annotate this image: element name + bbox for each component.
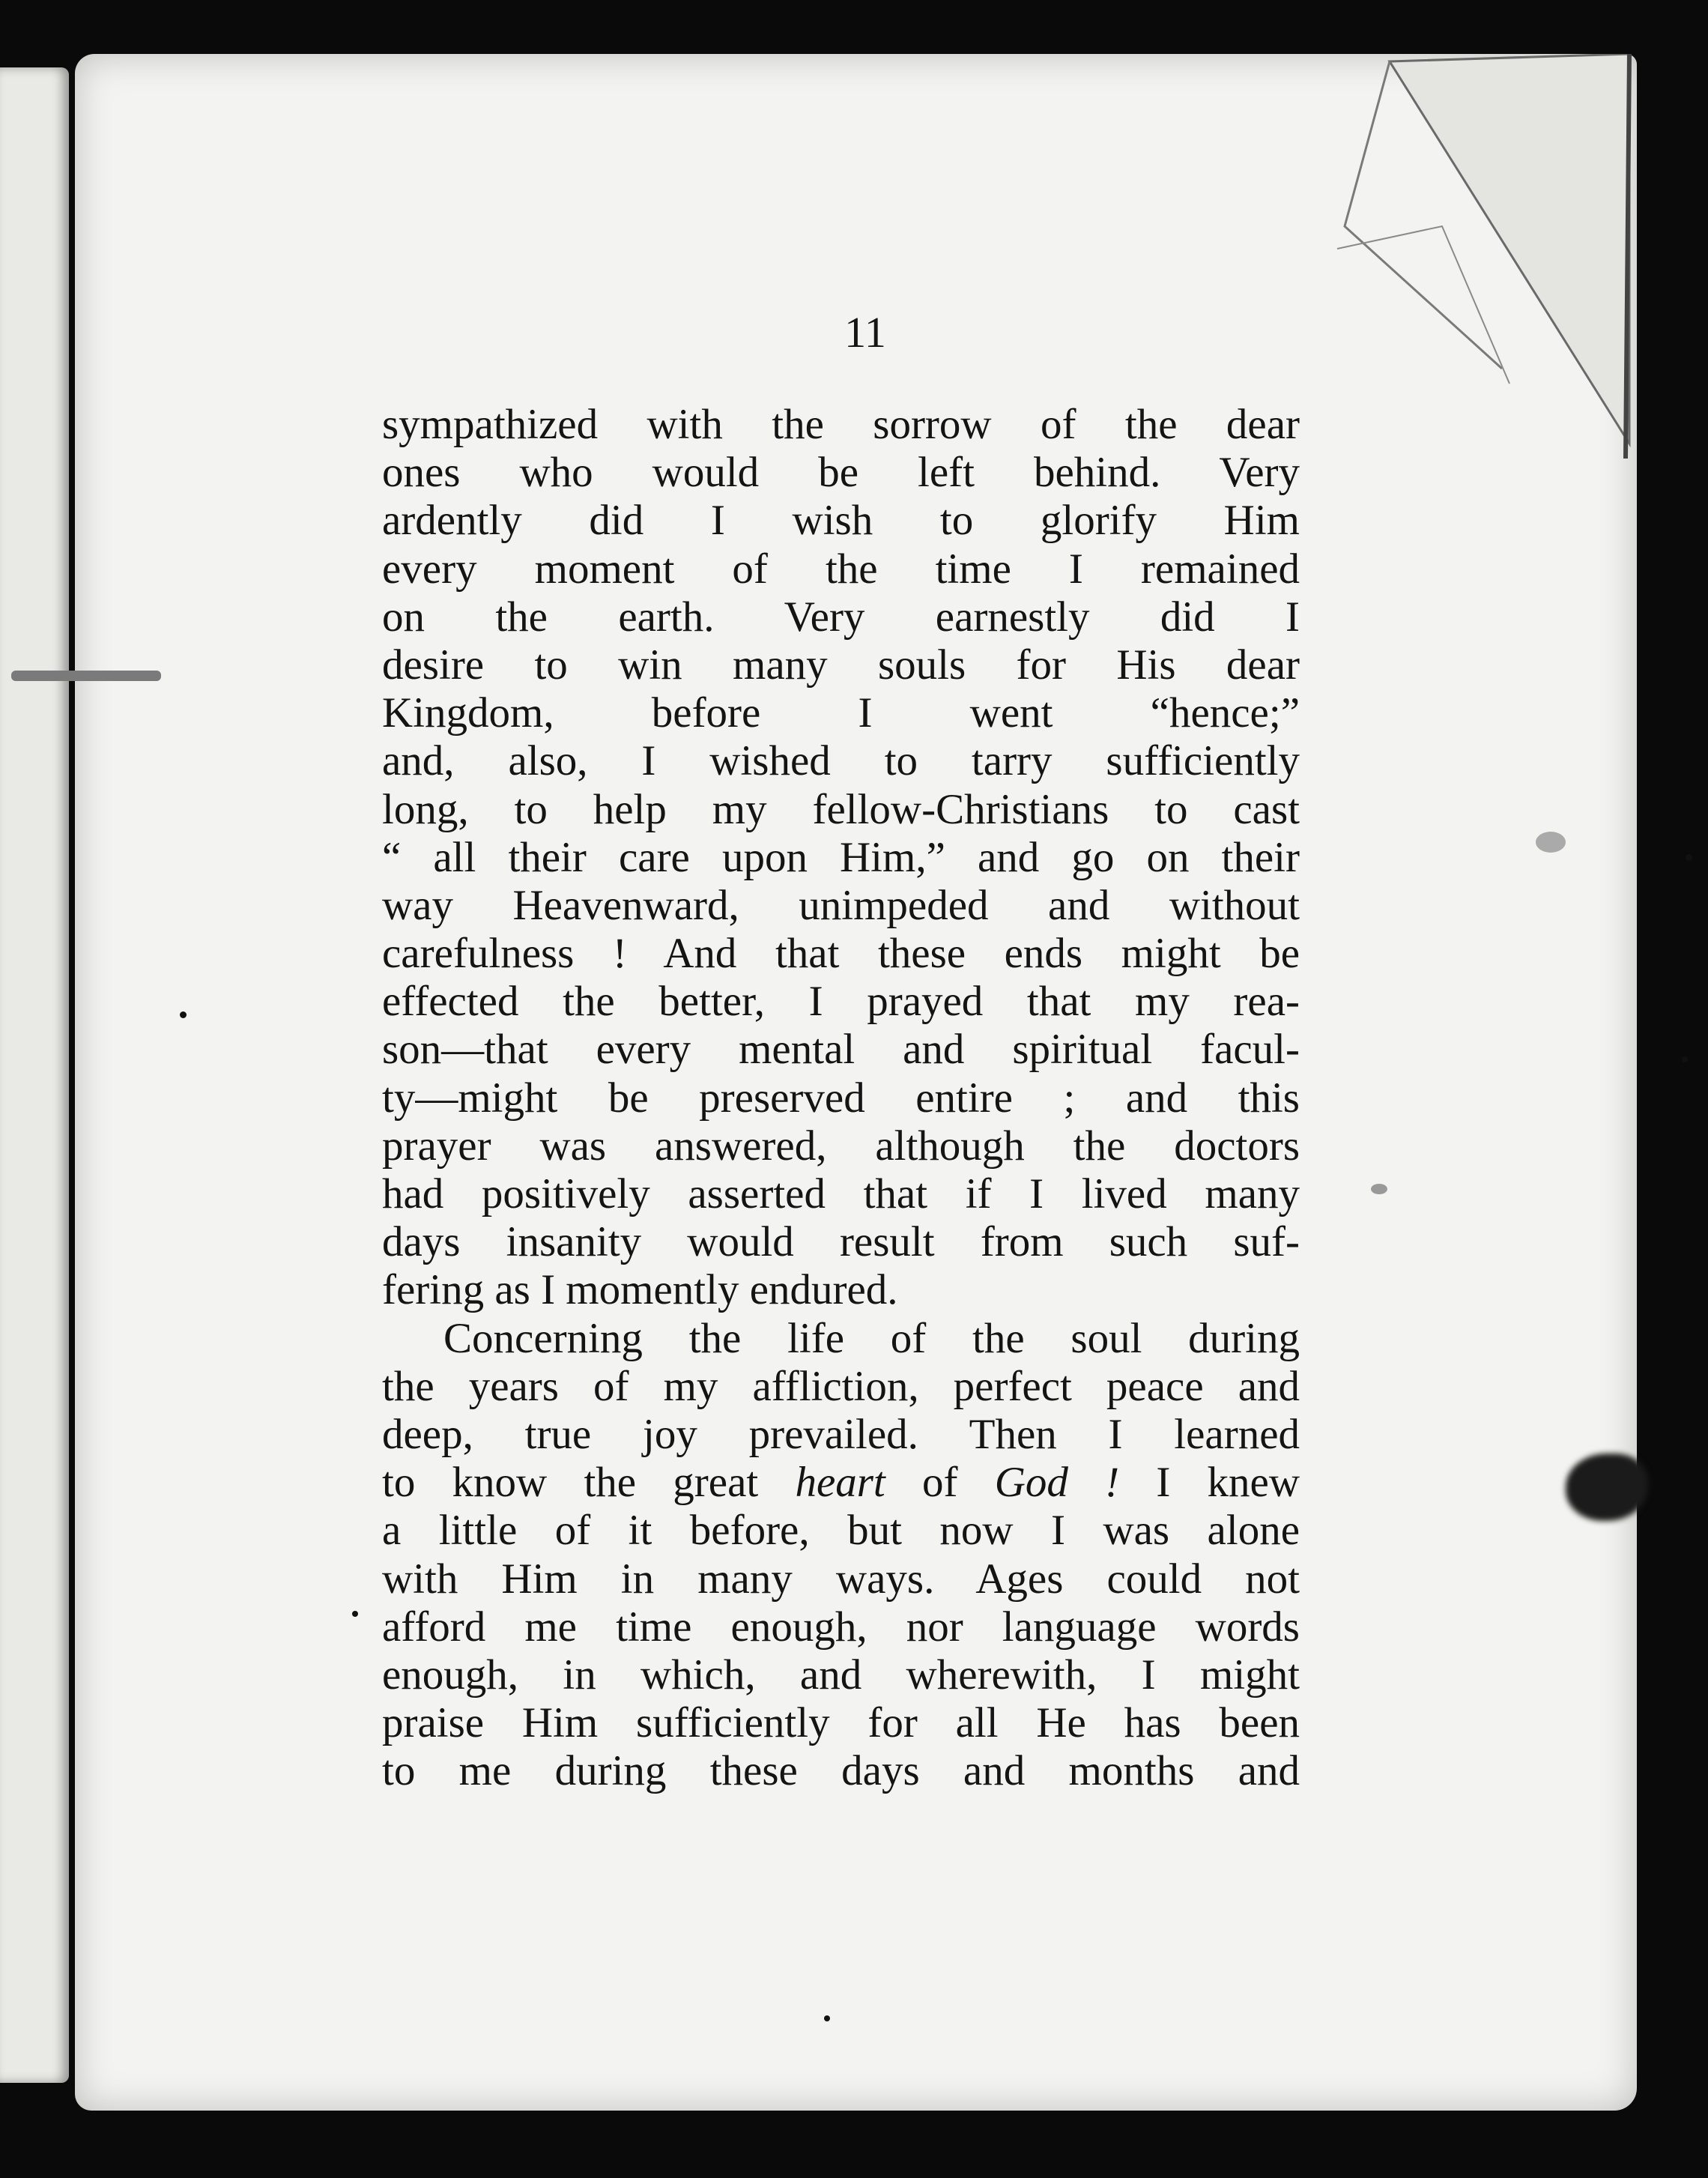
italic-word-heart: heart	[795, 1459, 885, 1507]
folded-corner	[1322, 54, 1637, 474]
dust-speck	[11, 671, 161, 681]
body-text	[382, 401, 1300, 1795]
text-line: praise Him sufficiently for all He has been	[382, 1699, 1300, 1747]
text-line: the years of my affliction, perfect peace and	[382, 1362, 1300, 1410]
text-line: afford me time enough, nor language words	[382, 1603, 1300, 1651]
dust-speck	[1536, 832, 1566, 853]
dust-speck	[180, 1011, 187, 1018]
text-line-with-italics	[382, 1459, 1300, 1507]
text-line: ones who would be left behind. Very	[382, 449, 1300, 497]
text-line: son—that every mental and spiritual facul-	[382, 1026, 1300, 1074]
text-line: sympathized with the sorrow of the dear	[382, 401, 1300, 448]
text-fragment: I knew	[1119, 1459, 1300, 1507]
italic-word-god: God !	[994, 1459, 1120, 1507]
text-line: desire to win many souls for His dear	[382, 641, 1300, 689]
text-line: had positively asserted that if I lived many	[382, 1170, 1300, 1217]
text-line: long, to help my fellow-Christians to cast	[382, 785, 1300, 833]
dust-speck	[824, 2015, 830, 2021]
text-line: enough, in which, and wherewith, I might	[382, 1651, 1300, 1698]
paragraph-start-line: Concerning the life of the soul during	[443, 1314, 1300, 1362]
text-line: with Him in many ways. Ages could not	[382, 1555, 1300, 1603]
text-line: days insanity would result from such suf-	[382, 1218, 1300, 1266]
left-page-edge	[0, 67, 69, 2083]
text-line: effected the better, I prayed that my rea-	[382, 978, 1300, 1026]
text-line: ty—might be preserved entire ; and this	[382, 1074, 1300, 1122]
dust-speck	[1371, 1184, 1387, 1194]
text-line: fering as I momently endured.	[382, 1266, 898, 1314]
dust-speck	[1686, 854, 1692, 861]
text-line: “ all their care upon Him,” and go on their	[382, 833, 1300, 881]
text-line: every moment of the time I remained	[382, 545, 1300, 593]
text-line: deep, true joy prevailed. Then I learned	[382, 1410, 1300, 1458]
ink-blot	[1566, 1453, 1648, 1521]
page-number: 11	[844, 308, 886, 357]
text-fragment: to know the great	[382, 1459, 796, 1507]
dust-speck	[352, 1611, 358, 1617]
text-line: ardently did I wish to glorify Him	[382, 497, 1300, 545]
text-line: a little of it before, but now I was alone	[382, 1507, 1300, 1555]
text-line: on the earth. Very earnestly did I	[382, 593, 1300, 641]
text-line: and, also, I wished to tarry sufficiently	[382, 737, 1300, 785]
text-line: Kingdom, before I went “hence;”	[382, 689, 1300, 737]
text-line: way Heavenward, unimpeded and without	[382, 881, 1300, 929]
text-line: carefulness ! And that these ends might be	[382, 930, 1300, 978]
text-line: to me during these days and months and	[382, 1747, 1300, 1795]
dust-speck	[1682, 1056, 1688, 1062]
text-fragment: of	[885, 1459, 995, 1507]
text-line: prayer was answered, although the doctors	[382, 1122, 1300, 1170]
